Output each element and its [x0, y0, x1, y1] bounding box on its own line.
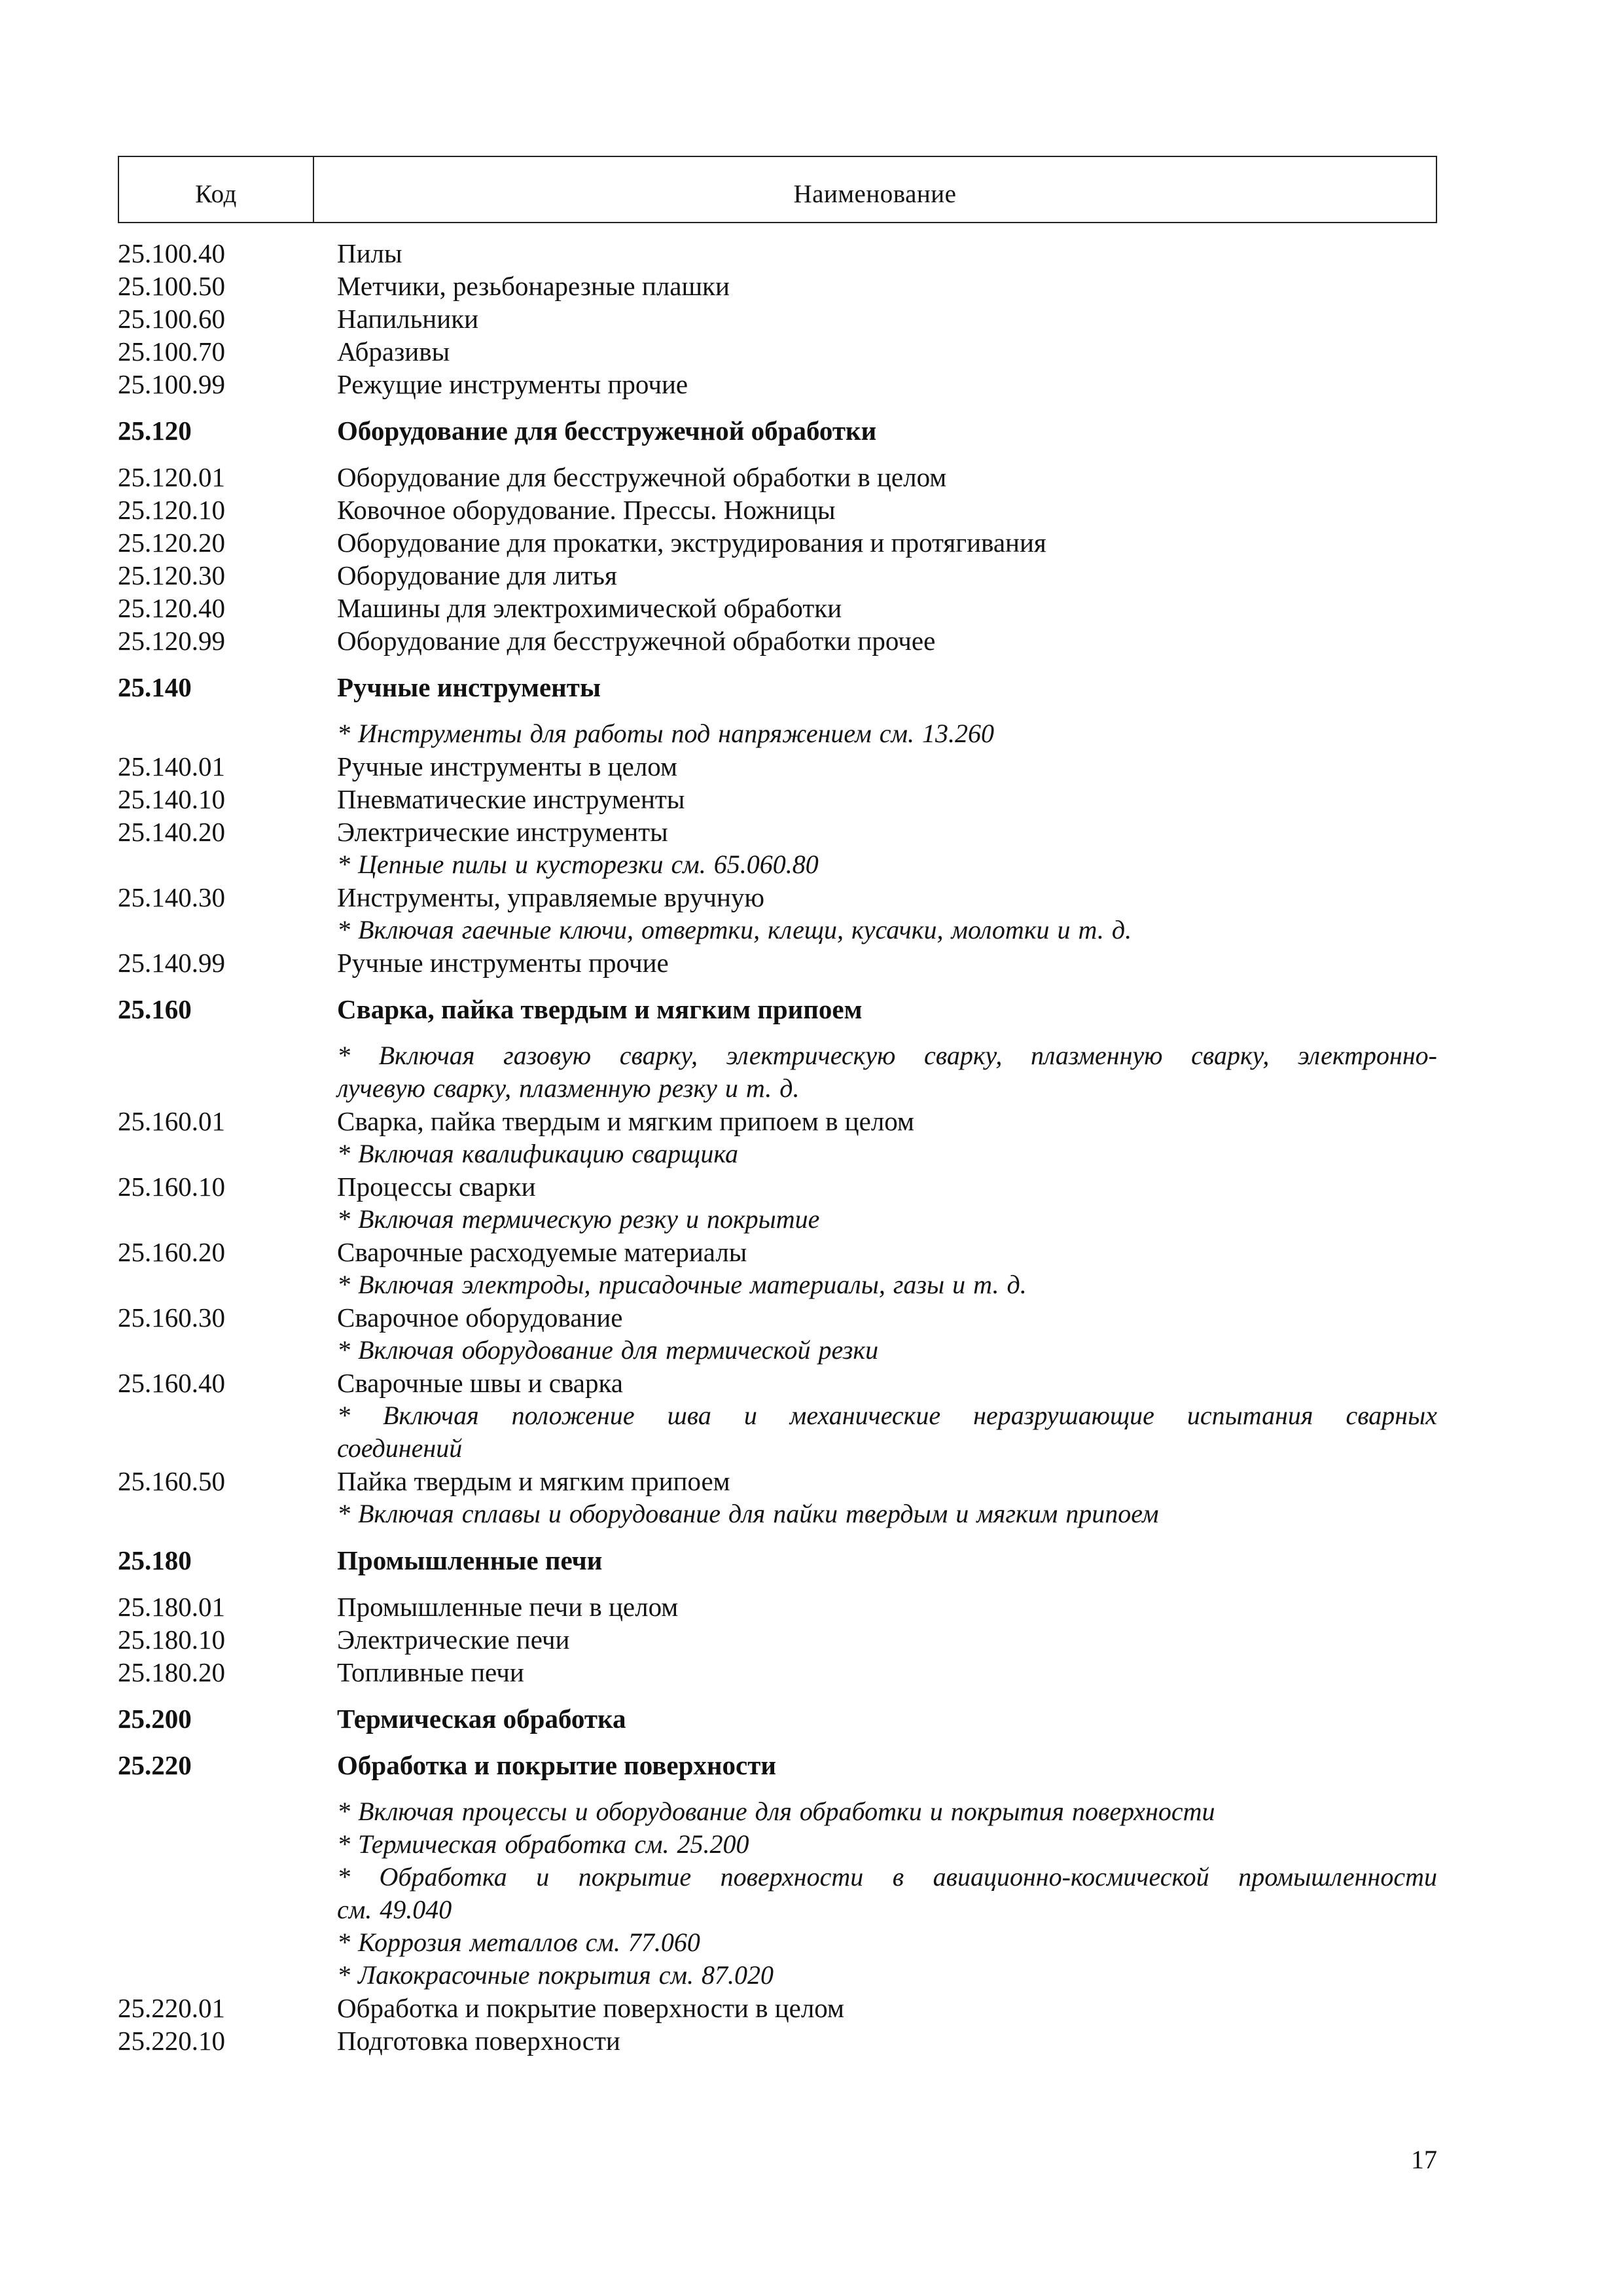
entry-code: 25.140.30 [118, 882, 225, 912]
entry-name: * Включая процессы и оборудование для обработки и покрытия поверхности [337, 1797, 1215, 1826]
entry-code: 25.140.01 [118, 751, 225, 781]
note-line [0, 1334, 1623, 1367]
entry-name: * Включая оборудование для термической резки [337, 1335, 879, 1365]
entry-name: Обработка и покрытие поверхности [337, 1750, 776, 1780]
list-item [0, 1170, 1623, 1203]
note-line [0, 1399, 1623, 1432]
entry-name: * Цепные пилы и кусторезки см. 65.060.80 [337, 850, 819, 879]
entry-name: * Лакокрасочные покрытия см. 87.020 [337, 1960, 774, 1990]
entry-name: * Включая квалификацию сварщика [337, 1139, 739, 1168]
entry-name: * Термическая обработка см. 25.200 [337, 1829, 749, 1859]
entry-name: Оборудование для прокатки, экструдирования и протягивания [337, 528, 1046, 558]
list-item [0, 270, 1623, 302]
list-item [0, 816, 1623, 848]
entry-name: Оборудование для бесстружечной обработки прочее [337, 626, 936, 656]
section-heading [0, 993, 1623, 1026]
entry-code: 25.140.20 [118, 817, 225, 847]
entry-code: 25.100.99 [118, 369, 225, 399]
list-item [0, 1465, 1623, 1498]
list-item [0, 881, 1623, 914]
note-line [0, 717, 1623, 750]
entry-code: 25.100.40 [118, 238, 225, 268]
list-item [0, 592, 1623, 624]
entry-name: * Обработка и покрытие поверхности в авиационно-космической промышленности [337, 1862, 1437, 1892]
list-item [0, 946, 1623, 979]
entry-name: Ручные инструменты [337, 672, 601, 702]
entry-name: Сварочные швы и сварка [337, 1368, 623, 1398]
entry-name: Ручные инструменты в целом [337, 751, 677, 781]
entry-code: 25.200 [118, 1704, 192, 1734]
entry-name: Термическая обработка [337, 1704, 626, 1734]
entry-code: 25.160.50 [118, 1466, 225, 1496]
entry-name: * Включая электроды, присадочные материалы, газы и т. д. [337, 1270, 1027, 1299]
list-item [0, 493, 1623, 526]
entry-name: Сварочное оборудование [337, 1302, 623, 1333]
list-item [0, 302, 1623, 335]
entry-code: 25.140.99 [118, 948, 225, 978]
note-line [0, 1072, 1623, 1105]
entry-name: * Включая гаечные ключи, отвертки, клещи, кусачки, молотки и т. д. [337, 915, 1132, 944]
list-item [0, 1105, 1623, 1138]
section-heading [0, 1749, 1623, 1782]
entry-code: 25.120.10 [118, 495, 225, 525]
section-heading [0, 671, 1623, 704]
list-item [0, 237, 1623, 270]
entry-code: 25.220.10 [118, 2026, 225, 2056]
entry-code: 25.160.30 [118, 1302, 225, 1333]
entry-code: 25.120 [118, 416, 192, 446]
entry-name: * Инструменты для работы под напряжением см. 13.260 [337, 719, 994, 748]
entry-code: 25.160.10 [118, 1172, 225, 1202]
entry-name: Процессы сварки [337, 1172, 536, 1202]
entry-name: Подготовка поверхности [337, 2026, 620, 2056]
entry-code: 25.120.40 [118, 593, 225, 623]
entry-name: Оборудование для бесстружечной обработки в целом [337, 462, 947, 492]
entry-name: Пилы [337, 238, 402, 268]
note-line [0, 914, 1623, 946]
note-line [0, 1432, 1623, 1465]
note-line [0, 1039, 1623, 1072]
entry-code: 25.120.99 [118, 626, 225, 656]
entry-name: Ковочное оборудование. Прессы. Ножницы [337, 495, 836, 525]
entry-name: Режущие инструменты прочие [337, 369, 688, 399]
list-item [0, 1656, 1623, 1689]
entry-code: 25.160 [118, 994, 192, 1024]
entry-name: Абразивы [337, 336, 450, 367]
entry-code: 25.100.60 [118, 304, 225, 334]
entry-name: Сварка, пайка твердым и мягким припоем [337, 994, 863, 1024]
entry-name: * Включая сплавы и оборудование для пайки твердым и мягким припоем [337, 1499, 1159, 1528]
entry-name: Оборудование для литья [337, 560, 617, 590]
note-line [0, 848, 1623, 881]
list-item [0, 2024, 1623, 2057]
entry-code: 25.120.30 [118, 560, 225, 590]
entry-name: Пневматические инструменты [337, 784, 685, 814]
entry-code: 25.180.10 [118, 1624, 225, 1655]
list-item [0, 1301, 1623, 1334]
note-line [0, 1893, 1623, 1926]
entry-name: Сварочные расходуемые материалы [337, 1237, 747, 1267]
entry-name: Машины для электрохимической обработки [337, 593, 842, 623]
entry-name: Топливные печи [337, 1657, 524, 1687]
note-line [0, 1828, 1623, 1861]
entry-name: Напильники [337, 304, 479, 334]
entry-name: Электрические инструменты [337, 817, 668, 847]
list-item [0, 461, 1623, 493]
entry-name: Оборудование для бесстружечной обработки [337, 416, 877, 446]
entry-code: 25.220 [118, 1750, 192, 1780]
note-line [0, 1203, 1623, 1236]
entry-code: 25.160.40 [118, 1368, 225, 1398]
list-item [0, 1367, 1623, 1399]
entry-name: Инструменты, управляемые вручную [337, 882, 765, 912]
entry-code: 25.160.20 [118, 1237, 225, 1267]
note-line [0, 1498, 1623, 1530]
entry-name: см. 49.040 [337, 1895, 452, 1924]
note-line [0, 1268, 1623, 1301]
entry-name: Промышленные печи [337, 1545, 603, 1575]
entry-name: лучевую сварку, плазменную резку и т. д. [337, 1073, 800, 1103]
note-line [0, 1861, 1623, 1893]
entry-name: Ручные инструменты прочие [337, 948, 669, 978]
note-line [0, 1138, 1623, 1170]
section-heading [0, 1544, 1623, 1577]
list-item [0, 750, 1623, 783]
entry-code: 25.100.70 [118, 336, 225, 367]
entry-code: 25.120.20 [118, 528, 225, 558]
page-number: 17 [1411, 2145, 1437, 2174]
list-item [0, 335, 1623, 368]
note-line [0, 1959, 1623, 1992]
entry-name: Электрические печи [337, 1624, 570, 1655]
entry-name: Метчики, резьбонарезные плашки [337, 271, 730, 301]
entry-name: соединений [337, 1433, 463, 1463]
note-line [0, 1926, 1623, 1959]
entry-code: 25.160.01 [118, 1106, 225, 1136]
list-item [0, 368, 1623, 401]
header-code: Код [119, 157, 314, 222]
entry-name: * Включая газовую сварку, электрическую сварку, плазменную сварку, электронно- [337, 1041, 1437, 1070]
entry-name: Пайка твердым и мягким припоем [337, 1466, 730, 1496]
list-item [0, 559, 1623, 592]
section-heading [0, 414, 1623, 447]
list-item [0, 1623, 1623, 1656]
list-item [0, 1590, 1623, 1623]
entry-code: 25.140 [118, 672, 192, 702]
note-line [0, 1795, 1623, 1828]
entry-name: Сварка, пайка твердым и мягким припоем в целом [337, 1106, 914, 1136]
section-heading [0, 1702, 1623, 1735]
list-item [0, 526, 1623, 559]
entry-code: 25.180.01 [118, 1592, 225, 1622]
entry-code: 25.100.50 [118, 271, 225, 301]
list-item [0, 624, 1623, 657]
entry-name: * Включая термическую резку и покрытие [337, 1204, 820, 1234]
entry-code: 25.140.10 [118, 784, 225, 814]
entry-code: 25.180.20 [118, 1657, 225, 1687]
entry-name: * Коррозия металлов см. 77.060 [337, 1928, 700, 1957]
list-item [0, 783, 1623, 816]
entry-name: Промышленные печи в целом [337, 1592, 679, 1622]
list-item [0, 1992, 1623, 2024]
header-name: Наименование [793, 180, 957, 208]
entry-code: 25.120.01 [118, 462, 225, 492]
entry-code: 25.220.01 [118, 1993, 225, 2023]
entry-code: 25.180 [118, 1545, 192, 1575]
entry-name: * Включая положение шва и механические неразрушающие испытания сварных [337, 1401, 1437, 1430]
list-item [0, 1236, 1623, 1268]
entry-name: Обработка и покрытие поверхности в целом [337, 1993, 844, 2023]
